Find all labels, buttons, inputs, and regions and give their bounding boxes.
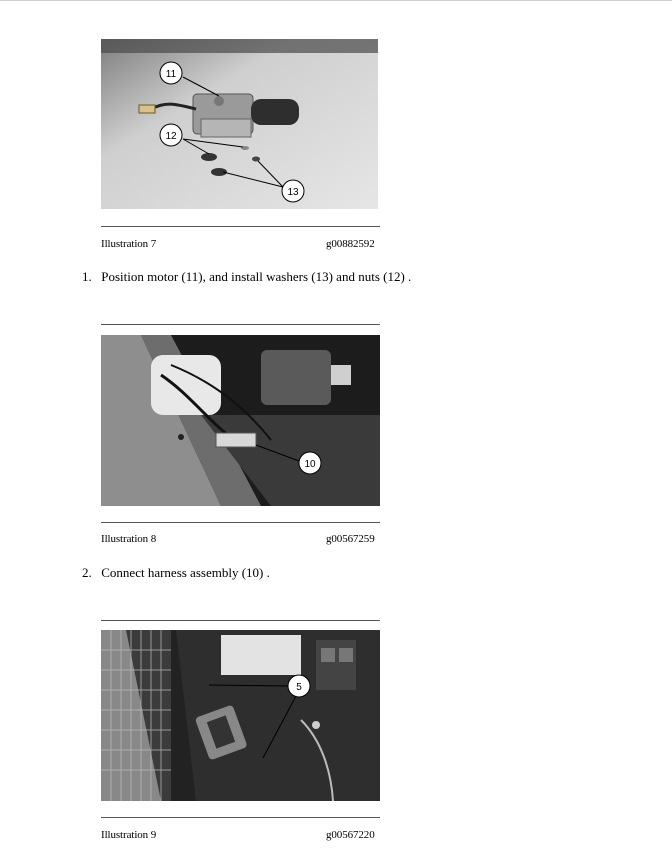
step-1-text: Position motor (11), and install washers (13) and nuts (12) . (101, 269, 412, 284)
illustration-9-figure-id: g00567220 (326, 829, 375, 841)
page-top-border (0, 0, 672, 1)
step-2 (82, 565, 270, 581)
illustration-9-rule (101, 817, 380, 818)
callout-13 (282, 180, 304, 202)
illustration-9-photo (101, 630, 380, 801)
callout-11 (160, 62, 182, 84)
svg-text:11: 11 (165, 69, 177, 80)
illustration-7-figure-id: g00882592 (326, 238, 375, 250)
illustration-9-top-rule (101, 620, 380, 621)
svg-text:13: 13 (287, 187, 299, 198)
svg-text:5: 5 (296, 682, 302, 693)
callout-5 (288, 675, 310, 697)
illustration-8-rule (101, 522, 380, 523)
callout-10 (299, 452, 321, 474)
illustration-7-caption: Illustration 7 (101, 238, 157, 250)
svg-text:12: 12 (165, 131, 177, 142)
illustration-8-photo (101, 335, 380, 506)
step-2-number: 2. (82, 565, 92, 580)
step-2-text: Connect harness assembly (10) . (101, 565, 270, 580)
step-1 (82, 269, 411, 285)
illustration-8-figure-id: g00567259 (326, 533, 375, 545)
illustration-8-top-rule (101, 324, 380, 325)
illustration-9-caption: Illustration 9 (101, 829, 157, 841)
svg-text:10: 10 (304, 459, 316, 470)
callout-12 (160, 124, 182, 146)
step-1-number: 1. (82, 269, 92, 284)
illustration-7-rule (101, 226, 380, 227)
illustration-8-caption: Illustration 8 (101, 533, 157, 545)
illustration-7-photo (101, 39, 378, 209)
